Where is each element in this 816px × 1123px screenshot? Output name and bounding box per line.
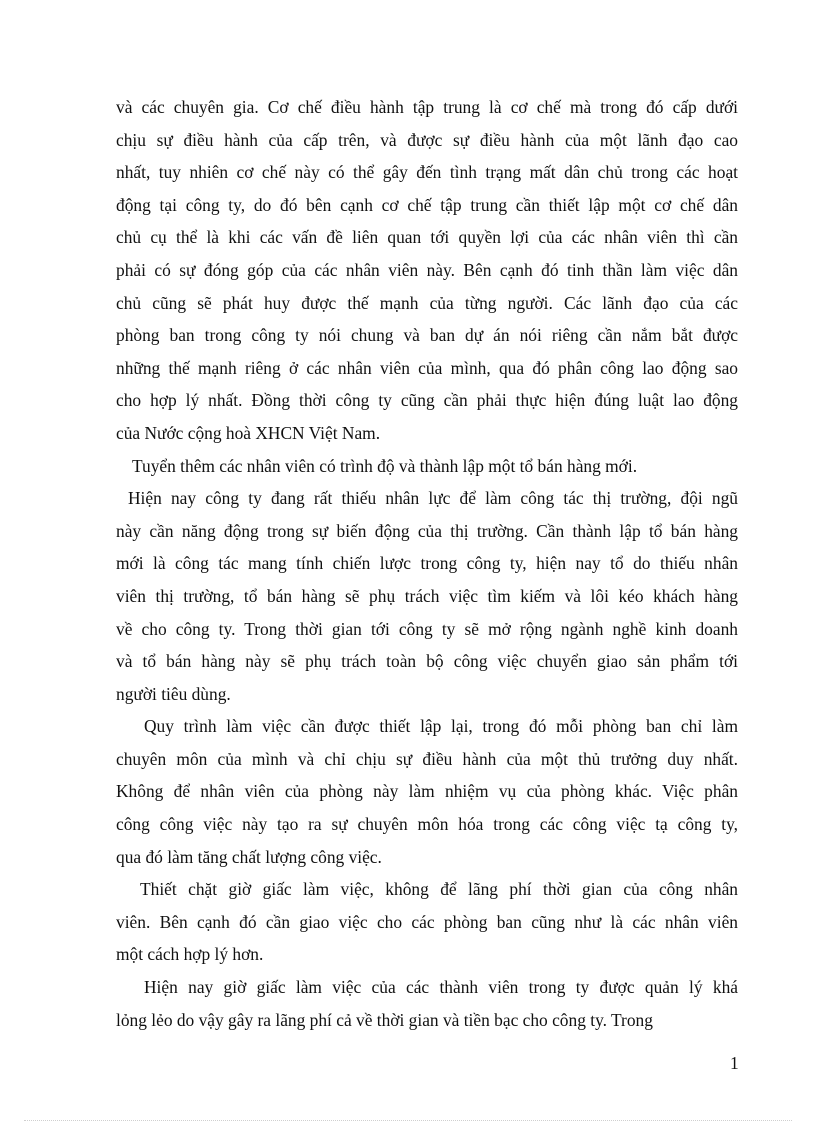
- text-line: chịu sự điều hành của cấp trên, và được sự điều hành của một lãnh đạo cao: [116, 129, 738, 150]
- text-line: và tổ bán hàng này sẽ phụ trách toàn bộ công việc chuyển giao sản phẩm tới: [116, 651, 738, 672]
- text-line: một cách hợp lý hơn.: [116, 944, 264, 965]
- text-line: Không để nhân viên của phòng này làm nhiệm vụ của phòng khác. Việc phân: [116, 781, 738, 802]
- body-text: [116, 91, 738, 1036]
- text-line: viên. Bên cạnh đó cần giao việc cho các phòng ban cũng như là các nhân viên: [116, 911, 738, 932]
- text-line: những thế mạnh riêng ở các nhân viên của mình, qua đó phân công lao động sao: [116, 357, 738, 378]
- text-line: qua đó làm tăng chất lượng công việc.: [116, 846, 382, 867]
- text-line: Hiện nay giờ giấc làm việc của các thành viên trong ty được quản lý khá: [144, 977, 738, 998]
- text-line: Thiết chặt giờ giấc làm việc, không để lãng phí thời gian của công nhân: [140, 879, 738, 900]
- text-line: này cần năng động trong sự biến động của thị trường. Cần thành lập tổ bán hàng: [116, 520, 738, 541]
- text-line: lỏng lẻo do vậy gây ra lãng phí cả về thời gian và tiền bạc cho công ty. Trong: [116, 1009, 653, 1030]
- text-line: công công việc này tạo ra sự chuyên môn hóa trong các công việc tạ công ty,: [116, 814, 738, 835]
- text-line: viên thị trường, tổ bán hàng sẽ phụ trách việc tìm kiếm và lôi kéo khách hàng: [116, 585, 738, 606]
- text-line: chủ cụ thể là khi các vấn đề liên quan tới quyền lợi của các nhân viên thì cần: [116, 227, 738, 248]
- text-line: chuyên môn của mình và chỉ chịu sự điều hành của một thủ trưởng duy nhất.: [116, 748, 738, 769]
- text-line: cho hợp lý nhất. Đồng thời công ty cũng cần phải thực hiện đúng luật lao động: [116, 390, 738, 411]
- text-line: Hiện nay công ty đang rất thiếu nhân lực để làm công tác thị trường, đội ngũ: [128, 488, 738, 509]
- text-line: Tuyển thêm các nhân viên có trình độ và thành lập một tổ bán hàng mới.: [132, 455, 638, 476]
- page-bottom-rule: [24, 1120, 792, 1121]
- text-line: mới là công tác mang tính chiến lược trong công ty, hiện nay tổ do thiếu nhân: [116, 553, 738, 574]
- text-line: về cho công ty. Trong thời gian tới công ty sẽ mở rộng ngành nghề kinh doanh: [116, 618, 738, 639]
- text-line: và các chuyên gia. Cơ chế điều hành tập trung là cơ chế mà trong đó cấp dưới: [116, 97, 738, 117]
- text-line: phải có sự đóng góp của các nhân viên này. Bên cạnh đó tinh thần làm việc dân: [116, 259, 738, 280]
- text-line: Quy trình làm việc cần được thiết lập lại, trong đó mỗi phòng ban chỉ làm: [144, 716, 738, 737]
- text-line: động tại công ty, do đó bên cạnh cơ chế tập trung cần thiết lập một cơ chế dân: [116, 194, 738, 215]
- text-line: nhất, tuy nhiên cơ chế này có thể gây đến tình trạng mất dân chủ trong các hoạt: [116, 162, 738, 183]
- text-line: chủ cũng sẽ phát huy được thế mạnh của từng người. Các lãnh đạo của các: [116, 292, 738, 313]
- text-line: phòng ban trong công ty nói chung và ban dự án nói riêng cần nắm bắt được: [116, 325, 738, 346]
- text-line: của Nước cộng hoà XHCN Việt Nam.: [116, 422, 381, 443]
- text-line: người tiêu dùng.: [116, 683, 231, 704]
- page-number: 1: [730, 1053, 739, 1073]
